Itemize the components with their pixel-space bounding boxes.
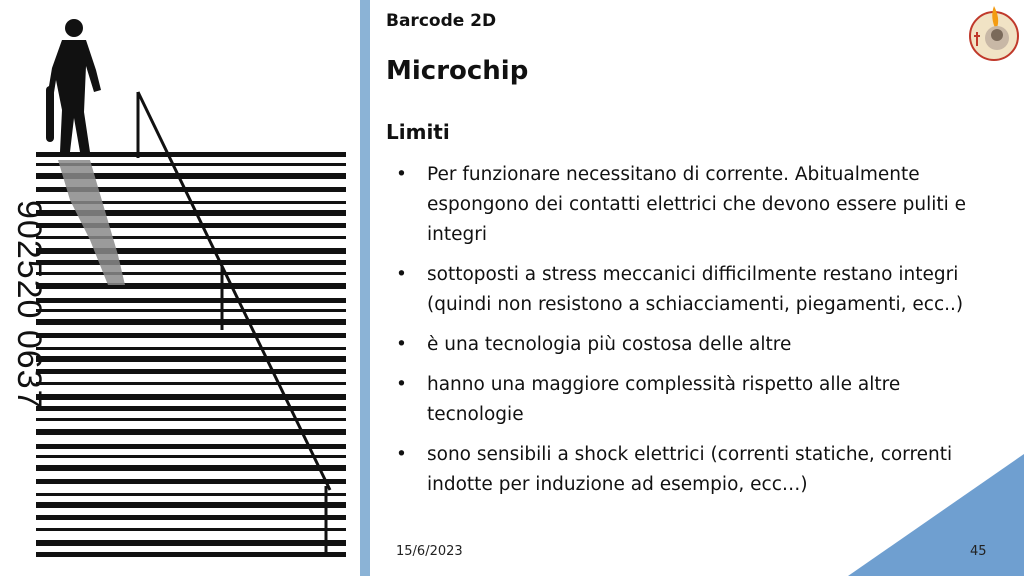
- person-silhouette: [46, 19, 101, 152]
- slide-title: Microchip: [386, 56, 529, 86]
- barcode-bar: [36, 382, 346, 385]
- barcode-bar: [36, 540, 346, 546]
- barcode-bar: [36, 347, 346, 350]
- section-title: Barcode 2D: [386, 11, 497, 31]
- barcode-bar: [36, 356, 346, 362]
- list-item: • Per funzionare necessitano di corrente. Abitualmente espongono dei contatti elettrici che devono essere puliti e integri: [396, 160, 996, 250]
- footer-date: 15/6/2023: [396, 544, 463, 559]
- page-number: 45: [970, 544, 987, 559]
- barcode-bar: [36, 298, 346, 303]
- barcode-bar: [36, 493, 346, 496]
- barcode-bar: [36, 309, 346, 312]
- barcode-bar: [36, 455, 346, 458]
- slide-subtitle: Limiti: [386, 120, 450, 144]
- barcode-bar: [36, 515, 346, 520]
- barcode-bar: [36, 406, 346, 411]
- accent-divider: [360, 0, 370, 576]
- bullet-icon: •: [396, 264, 407, 285]
- barcode-bar: [36, 552, 346, 557]
- barcode-bar: [36, 319, 346, 325]
- list-item: • sottoposti a stress meccanici difficilmente restano integri (quindi non resistono a schiacciamenti, piegamenti, ecc..): [396, 260, 996, 320]
- school-logo: [964, 2, 1020, 64]
- bullet-icon: •: [396, 334, 407, 355]
- barcode-bar: [36, 444, 346, 449]
- barcode-staircase-illustration: [0, 0, 360, 576]
- barcode-bar: [36, 236, 346, 239]
- bullet-icon: •: [396, 374, 407, 395]
- barcode-bar: [36, 369, 346, 374]
- barcode-digits: 902520 0637: [10, 200, 48, 410]
- list-item: • sono sensibili a shock elettrici (correnti statiche, correnti indotte per induzione ad esempio, ecc…): [396, 440, 996, 500]
- bullet-icon: •: [396, 164, 407, 185]
- barcode-bar: [36, 418, 346, 421]
- barcode-bar: [36, 528, 346, 531]
- barcode-bar: [36, 394, 346, 400]
- barcode-bar: [36, 248, 346, 254]
- list-item: • hanno una maggiore complessità rispetto alle altre tecnologie: [396, 370, 996, 430]
- bullet-icon: •: [396, 444, 407, 465]
- barcode-bar: [36, 502, 346, 508]
- list-item: • è una tecnologia più costosa delle altre: [396, 330, 996, 360]
- barcode-bar: [36, 283, 346, 289]
- barcode-bar: [36, 333, 346, 338]
- barcode-bar: [36, 465, 346, 471]
- barcode-bar: [36, 260, 346, 265]
- barcode-bar: [36, 272, 346, 275]
- corner-triangle: [848, 454, 1024, 576]
- barcode-bar: [36, 152, 346, 157]
- barcode-bar: [36, 479, 346, 484]
